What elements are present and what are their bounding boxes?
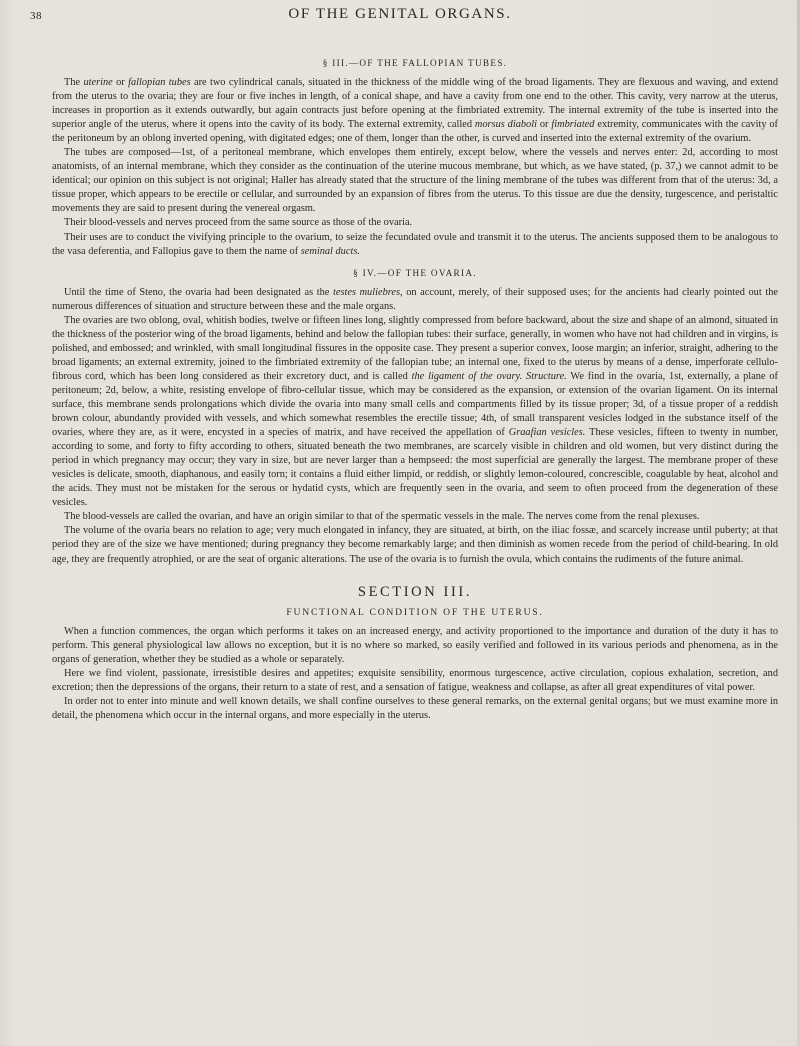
paragraph-ovaria-3: The blood-vessels are called the ovarian, and have an origin similar to that of the spermatic vessels in the male. The nerves come from the renal plexuses. (64, 511, 700, 523)
paragraph-fallopian-4: Their uses are to conduct the vivifying principle to the ovarium, to seize the fecundated ovule and transmit it to the uterus. The ancients supposed them to be analogous to the vasa deferentia, and Fallopius gave to them the name of seminal ducts. (52, 231, 778, 257)
page-number: 38 (30, 10, 42, 22)
section-subtitle: FUNCTIONAL CONDITION OF THE UTERUS. (286, 606, 544, 618)
paragraph-section3-2: Here we find violent, passionate, irresistible desires and appetites; exquisite sensibility, enormous turgescence, active circulation, copious exhalation, secretion, and excretion; then the depressions of the organs, their return to a state of rest, and a sensation of fatigue, weakness and collapse, as after all great expenditures of vital power. (52, 667, 778, 693)
paragraph-ovaria-4: The volume of the ovaria bears no relation to age; very much elongated in infancy, they are situated, at birth, on the iliac fossæ, and scarcely increase until puberty; at that period they are of the size we have mentioned; during pregnancy they become remarkably large; and then diminish as women recede from the period of child-bearing. In old age, they are frequently atrophied, or are the seat of organic alterations. The use of the ovaria is to furnish the ovula, which contains the rudiments of the future animal. (52, 525, 778, 565)
page-body (52, 58, 778, 723)
paragraph-fallopian-3: Their blood-vessels and nerves proceed from the same source as those of the ovaria. (64, 217, 413, 229)
paragraph-ovaria-2: The ovaries are two oblong, oval, whitish bodies, twelve or fifteen lines long, slightly compressed from before backward, about the size and shape of an almond, situated in the thickness of the posterior wing of the broad ligaments, behind and below the fallopian tubes: their surface, generally, in women who have not had children and in virgins, is polished, and embossed; and wrinkled, with small longitudinal fissures in the opposite case. They present a superior convex, loose margin; an inferior, straight, adhering to the broad ligaments; an external extremity, joined to the fimbriated extremity of the fallopian tube; an internal one, fixed to the uterus by means of a dense, imperforate cellulo-fibrous cord, which has been long considered as their excretory duct, and is called the ligament of the ovary. Structure. We find in the ovaria, 1st, externally, a plane of peritoneum; 2d, below, a white, resisting envelope of fibro-cellular tissue, which may be considered as the expansion, or extension of the ovarian ligament. On its internal surface, this membrane sends prolongations which divide the ovaria into many small cells and compartments filled by its tissue proper; 3d, of a tissue proper of a reddish brown colour, abundantly provided with vessels, and which somewhat resembles the erectile tissue; 4th, of small transparent vesicles lodged in the substance itself of the ovaries, where they are, as it were, encysted in a species of matrix, and have received the appellation of Graafian vesicles. These vesicles, fifteen to twenty in number, according to some, and forty to fifty according to others, situated beneath the two membranes, are scarcely visible in children and old women, but very distinct during the period in which pregnancy may occur; they vary in size, but are never larger than a hempseed: the most superficial are generally the largest. The membrane proper of these vesicles is delicate, smooth, diaphanous, and easily torn; it contains a fluid either limpid, or reddish, or slightly lemon-coloured, concrescible, coagulable by heat, alcohol and the acids. They must not be mistaken for the serous or hydatid cysts, which are frequently seen in the ovaria, and seem to often proceed from the degeneration of these vesicles. (52, 314, 778, 509)
paragraph-section3-1: When a function commences, the organ which performs it takes on an increased energy, and activity proportioned to the importance and duration of the duty it has to perform. This general physiological law allows no exception, but it is no where so marked, so easily verified and followed in its various periods and phenomena, as in the organs of generation, whether they be studied as a whole or separately. (52, 625, 778, 665)
heading-fallopian-tubes: § III.—OF THE FALLOPIAN TUBES. (322, 58, 508, 68)
running-head: OF THE GENITAL ORGANS. (288, 6, 512, 22)
paragraph-ovaria-1: Until the time of Steno, the ovaria had been designated as the testes muliebres, on account, merely, of their supposed uses; for the ancients had clearly pointed out the numerous differences of situation and structure between these and the male organs. (52, 286, 778, 312)
paragraph-fallopian-2: The tubes are composed—1st, of a peritoneal membrane, which envelopes them entirely, except below, where the vessels and nerves enter: 2d, according to most anatomists, of an internal membrane, which they consider as the continuation of the uterine mucous membrane, but which, as we have stated, (p. 37,) we cannot admit to be identical; our opinion on this subject is not original; Haller has already stated that the structure of the lining membrane of the tubes was different from that of the uterus: 3d, a tissue proper, which appears to be erectile or cellular, and surrounded by an expansion of fibres from the uterus. To this tissue are due the density, turgescence, and peristaltic movements they are said to present during the venereal orgasm. (52, 147, 778, 215)
section-title: SECTION III. (357, 583, 473, 600)
paragraph-section3-3: In order not to enter into minute and well known details, we shall confine ourselves to these general remarks, on the external genital organs; but we must examine more in detail, the phenomena which occur in the internal organs, and more especially in the uterus. (52, 695, 778, 721)
structure-label: Structure. (526, 370, 567, 382)
heading-ovaria: § IV.—OF THE OVARIA. (353, 267, 477, 278)
paragraph-fallopian-1: The uterine or fallopian tubes are two cylindrical canals, situated in the thickness of the middle wing of the broad ligaments. They are flexuous and waving, and extend from the uterus to the ovaria; they are four or five inches in length, of a conical shape, and have a cavity from one end to the other. This cavity, very narrow at the uterus, increases in proportion as it extends outwardly, but again contracts just before opening at the fimbriated extremity. The internal extremity of the tube is inserted into the superior angle of the uterus, where it opens into the cavity of its body. The external extremity, called morsus diaboli or fimbriated extremity, communicates with the cavity of the peritoneum by an oblong inverted opening, with digitated edges; one of them, longer than the other, is curved and inserted into the external extremity of the ovarium. (52, 77, 778, 145)
